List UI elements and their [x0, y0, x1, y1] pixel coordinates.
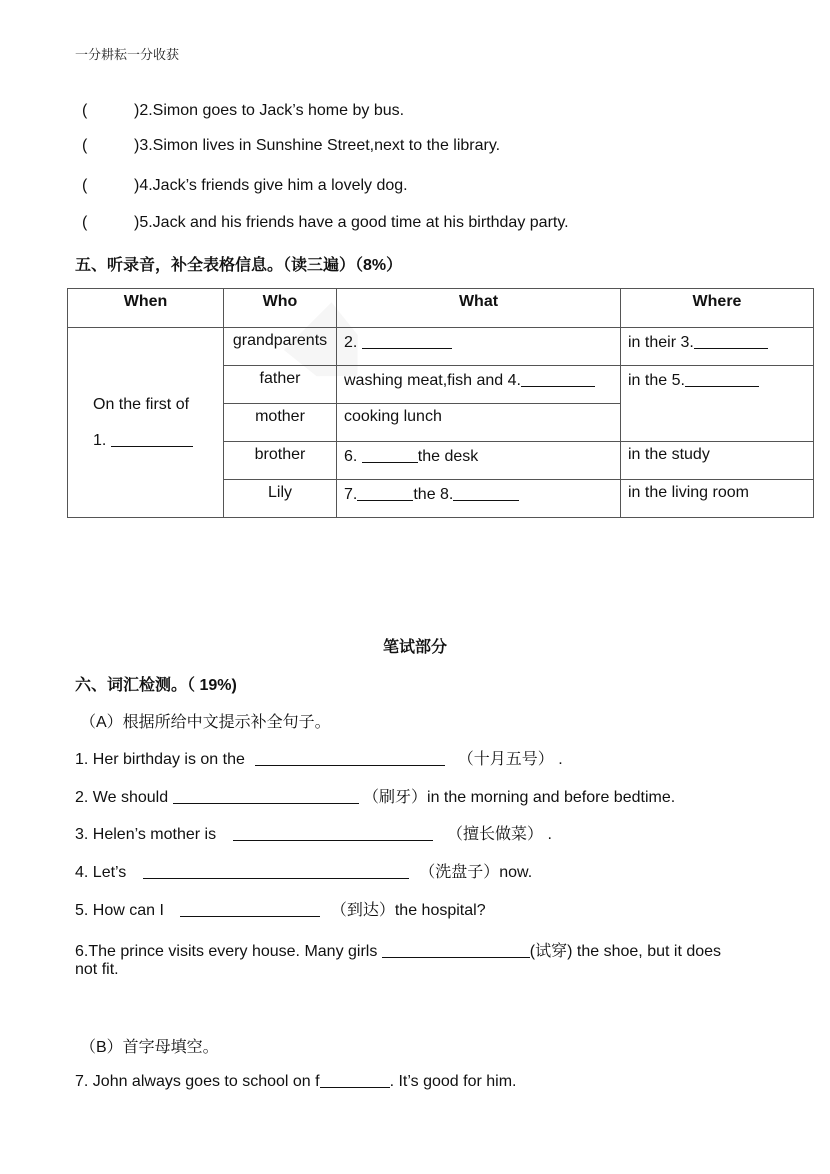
vocab-question-5: 5. How can I （到达）the hospital? — [75, 902, 486, 919]
blank-5[interactable] — [685, 370, 759, 387]
what-cell: washing meat,fish and 4. — [337, 366, 621, 404]
blank-2[interactable] — [362, 332, 452, 349]
blank-q5[interactable] — [180, 900, 320, 917]
where-cell: in the 5. — [621, 366, 814, 442]
header-when: When — [68, 289, 224, 328]
blank-7[interactable] — [357, 484, 413, 501]
when-cell: On the first of 1. — [68, 328, 224, 518]
vocab-question-2: 2. We should （刷牙）in the morning and before bedtime. — [75, 789, 676, 806]
part-a-title: （A）根据所给中文提示补全句子。 — [80, 714, 331, 731]
written-section-title: 笔试部分 — [382, 639, 447, 656]
section5-title: 五、听录音，补全表格信息。（读三遍）（8%） — [75, 257, 403, 274]
blank-q2[interactable] — [173, 787, 359, 804]
blank-q6[interactable] — [382, 941, 530, 958]
vocab-question-4: 4. Let’s （洗盘子）now. — [75, 864, 533, 881]
who-cell: father — [224, 366, 337, 404]
who-cell: brother — [224, 442, 337, 480]
vocab-question-1: 1. Her birthday is on the （十月五号） . — [75, 751, 563, 768]
header-who: Who — [224, 289, 337, 328]
blank-q3[interactable] — [233, 824, 433, 841]
what-cell: cooking lunch — [337, 404, 621, 442]
blank-1[interactable] — [111, 430, 193, 447]
section6-title: 六、词汇检测。（ 19%) — [75, 677, 237, 694]
part-b-title: （B）首字母填空。 — [80, 1039, 219, 1056]
where-cell: in their 3. — [621, 328, 814, 366]
header-what: What — [337, 289, 621, 328]
blank-q4[interactable] — [143, 862, 409, 879]
info-table — [67, 288, 814, 518]
blank-q7[interactable] — [320, 1071, 390, 1088]
vocab-question-6-cont: not fit. — [75, 961, 119, 978]
page-header: 一分耕耘一分收获 — [75, 47, 180, 62]
what-cell: 2. — [337, 328, 621, 366]
header-where: Where — [621, 289, 814, 328]
what-cell: 7. the 8. — [337, 480, 621, 518]
where-cell: in the living room — [621, 480, 814, 518]
who-cell: Lily — [224, 480, 337, 518]
tf-question-3: ( )3.Simon lives in Sunshine Street,next to the library. — [82, 137, 501, 154]
blank-3[interactable] — [694, 332, 768, 349]
blank-6[interactable] — [362, 446, 418, 463]
vocab-question-7: 7. John always goes to school on f . It’s good for him. — [75, 1073, 517, 1090]
blank-4[interactable] — [521, 370, 595, 387]
blank-q1[interactable] — [255, 749, 445, 766]
where-cell: in the study — [621, 442, 814, 480]
blank-8[interactable] — [453, 484, 519, 501]
who-cell: grandparents — [224, 328, 337, 366]
what-cell: 6. the desk — [337, 442, 621, 480]
tf-question-4: ( )4.Jack’s friends give him a lovely dog. — [82, 177, 408, 194]
who-cell: mother — [224, 404, 337, 442]
table-row — [68, 328, 814, 366]
vocab-question-6: 6.The prince visits every house. Many girls (试穿) the shoe, but it does — [75, 943, 722, 960]
vocab-question-3: 3. Helen’s mother is （擅长做菜） . — [75, 826, 552, 843]
table-header-row — [68, 289, 814, 328]
tf-question-5: ( )5.Jack and his friends have a good time at his birthday party. — [82, 214, 569, 231]
tf-question-2: ( )2.Simon goes to Jack’s home by bus. — [82, 102, 405, 119]
